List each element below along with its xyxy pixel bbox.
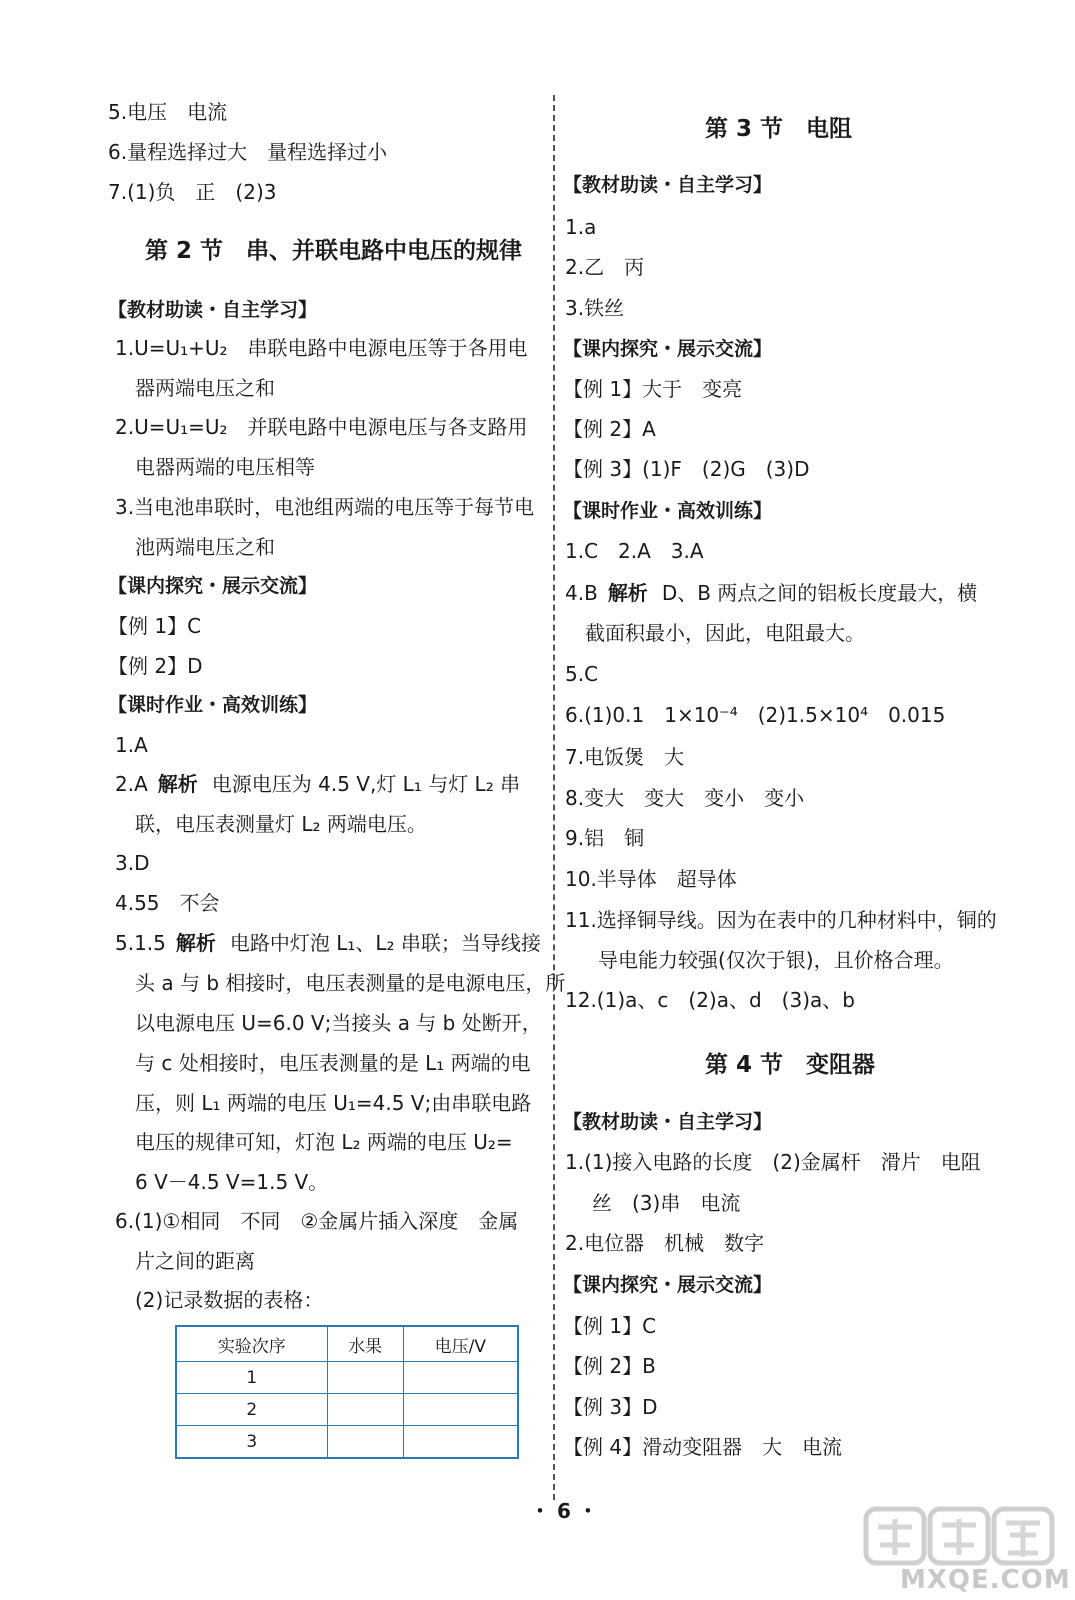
answer-line: 2.电位器 机械 数字: [565, 1231, 765, 1255]
analysis-text: 电源电压为 4.5 V,灯 L₁ 与灯 L₂ 串: [211, 772, 521, 796]
table-cell: [403, 1362, 518, 1394]
answer-line: 丝 (3)串 电流: [592, 1191, 741, 1215]
answer-line: 9.铝 铜: [565, 826, 645, 850]
answer-line: 电器两端的电压相等: [135, 455, 315, 479]
answer-line: 3.D: [115, 851, 150, 875]
example-line: 【例 1】大于 变亮: [563, 377, 743, 401]
answer-line: 2.乙 丙: [565, 255, 645, 279]
table-cell: 3: [176, 1426, 327, 1459]
answer-line: 电压的规律可知，灯泡 L₂ 两端的电压 U₂=: [135, 1130, 513, 1154]
answer-line: 6.(1)0.1 1×10⁻⁴ (2)1.5×10⁴ 0.015: [565, 703, 946, 727]
answer-line: 5.电压 电流: [108, 100, 228, 124]
section-title: 第 4 节 变阻器: [705, 1052, 876, 1078]
answer-line: 3.当电池串联时，电池组两端的电压等于每节电: [115, 495, 535, 519]
answer-line: [565, 578, 977, 608]
answer-line: 片之间的距离: [135, 1249, 255, 1273]
answer-line: 1.U=U₁+U₂ 串联电路中电源电压等于各用电: [115, 336, 528, 360]
section-header: 【课时作业・高效训练】: [108, 694, 318, 716]
answer-line: 7.电饭煲 大: [565, 745, 685, 769]
analysis-text: D、B 两点之间的铝板长度最大，横: [661, 581, 978, 605]
analysis-text: 电路中灯泡 L₁、L₂ 串联；当导线接: [229, 931, 541, 955]
answer-line: 器两端电压之和: [135, 376, 275, 400]
table-cell: [327, 1426, 403, 1459]
section-header: 【教材助读・自主学习】: [563, 174, 773, 196]
example-line: 【例 4】滑动变阻器 大 电流: [563, 1435, 843, 1459]
column-divider: [553, 95, 555, 1500]
answer-line: 11.选择铜导线。因为在表中的几种材料中，铜的: [565, 908, 997, 932]
example-line: 【例 2】D: [108, 654, 203, 678]
table-cell: [403, 1394, 518, 1426]
answer-line: 5.C: [565, 662, 599, 686]
table-cell: 2: [176, 1394, 327, 1426]
section-header: 【课内探究・展示交流】: [563, 1274, 773, 1296]
table-header-cell: 实验次序: [176, 1326, 327, 1362]
table-row: [176, 1394, 518, 1426]
answer-line: 以电源电压 U=6.0 V;当接头 a 与 b 处断开，: [135, 1011, 542, 1035]
section-title: 第 3 节 电阻: [705, 116, 853, 142]
answer-line: 1.C 2.A 3.A: [565, 539, 704, 563]
answer-line: 4.55 不会: [115, 891, 220, 915]
answer-line: 联，电压表测量灯 L₂ 两端电压。: [135, 812, 427, 836]
table-cell: 1: [176, 1362, 327, 1394]
section-header: 【课时作业・高效训练】: [563, 500, 773, 522]
section-header: 【教材助读・自主学习】: [563, 1111, 773, 1133]
answer-number: 5.1.5: [115, 931, 166, 955]
table-cell: [327, 1394, 403, 1426]
watermark-text: MXQE.COM: [900, 1565, 1071, 1595]
analysis-label: 解析: [157, 772, 198, 796]
analysis-label: 解析: [175, 931, 216, 955]
page-number: ・ 6 ・: [530, 1499, 598, 1523]
example-line: 【例 1】C: [563, 1314, 657, 1338]
table-header-cell: 水果: [327, 1326, 403, 1362]
table-cell: [403, 1426, 518, 1459]
answer-line: 10.半导体 超导体: [565, 867, 737, 891]
analysis-label: 解析: [607, 581, 648, 605]
answer-number: 2.A: [115, 772, 148, 796]
table-cell: [327, 1362, 403, 1394]
answer-line: (2)记录数据的表格：: [135, 1288, 324, 1312]
answer-number: 4.B: [565, 581, 598, 605]
answer-line: 与 c 处相接时，电压表测量的是 L₁ 两端的电: [135, 1051, 531, 1075]
example-line: 【例 2】B: [563, 1354, 656, 1378]
answer-line: 1.a: [565, 215, 597, 239]
answer-line: 2.U=U₁=U₂ 并联电路中电源电压与各支路用: [115, 415, 528, 439]
answer-line: 截面积最小，因此，电阻最大。: [585, 621, 865, 645]
answer-line: 导电能力较强(仅次于银)，且价格合理。: [598, 948, 954, 972]
example-line: 【例 3】(1)F (2)G (3)D: [563, 457, 810, 481]
answer-line: 8.变大 变大 变小 变小: [565, 786, 805, 810]
answer-line: 6.量程选择过大 量程选择过小: [108, 140, 388, 164]
answer-line: 7.(1)负 正 (2)3: [108, 180, 277, 204]
answer-line: 压，则 L₁ 两端的电压 U₁=4.5 V;由串联电路: [135, 1091, 532, 1115]
answer-line: [115, 769, 520, 799]
answer-line: 6.(1)①相同 不同 ②金属片插入深度 金属: [115, 1209, 519, 1233]
answer-line: 1.A: [115, 733, 148, 757]
table-header-row: [176, 1326, 518, 1362]
table-header-cell: 电压/V: [403, 1326, 518, 1362]
section-header: 【课内探究・展示交流】: [108, 575, 318, 597]
answer-line: 6 V－4.5 V=1.5 V。: [135, 1170, 329, 1194]
answer-line: 12.(1)a、c (2)a、d (3)a、b: [565, 988, 855, 1012]
table-row: [176, 1426, 518, 1459]
table-row: [176, 1362, 518, 1394]
section-header: 【课内探究・展示交流】: [563, 338, 773, 360]
record-table: [175, 1325, 519, 1459]
example-line: 【例 3】D: [563, 1395, 658, 1419]
section-header: 【教材助读・自主学习】: [108, 299, 318, 321]
example-line: 【例 2】A: [563, 417, 656, 441]
answer-line: [115, 928, 541, 958]
section-title: 第 2 节 串、并联电路中电压的规律: [145, 238, 523, 264]
answer-line: 1.(1)接入电路的长度 (2)金属杆 滑片 电阻: [565, 1150, 981, 1174]
example-line: 【例 1】C: [108, 614, 202, 638]
answer-line: 3.铁丝: [565, 296, 625, 320]
answer-line: 池两端电压之和: [135, 535, 275, 559]
answer-line: 头 a 与 b 相接时，电压表测量的是电源电压，所: [135, 971, 566, 995]
